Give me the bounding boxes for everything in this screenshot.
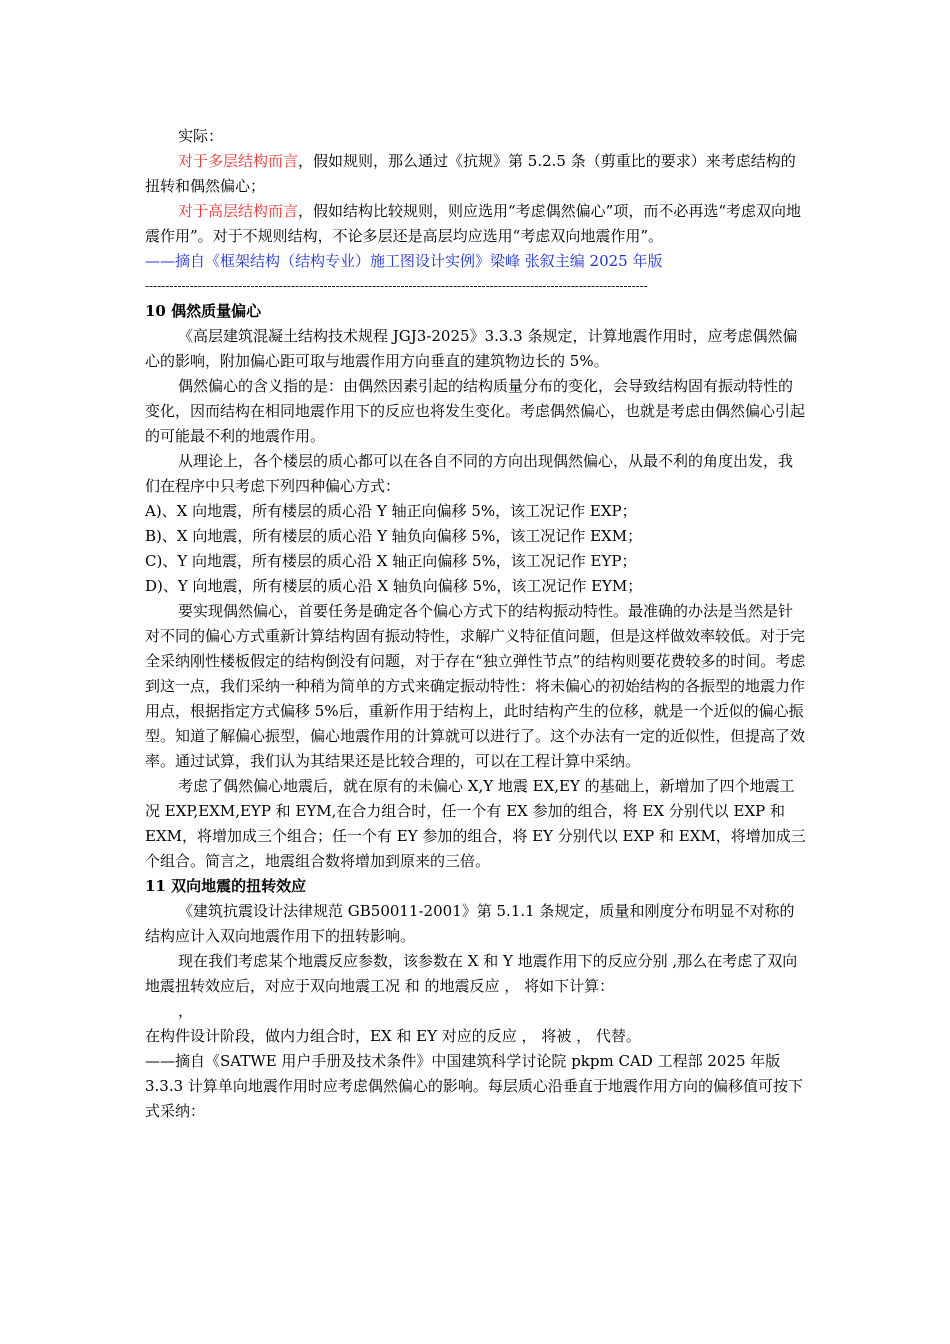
- section-11-heading: 11 双向地震的扭转效应: [145, 877, 307, 895]
- intro-paragraph-highrise: [145, 199, 807, 249]
- source-citation-1: ——摘自《框架结构（结构专业）施工图设计实例》梁峰 张叙主编 2025 年版: [145, 252, 663, 270]
- highlight-highrise: 对于高层结构而言: [178, 202, 299, 220]
- section-10-p5: 考虑了偶然偏心地震后，就在原有的未偏心 X,Y 地震 EX,EY 的基础上，新增加了四个地震工况 EXP,EXM,EYP 和 EYM,在合力组合时，任一个有 EX 参加的组合，将 EX 分别代以 EXP 和 EXM，将增加成三个组合；任一个有 EY 参加的组合，将 EY 分别代以 EXP 和 EXM，将增加成三个组合。简言之，地震组合数将增加到原来的三倍。: [145, 777, 806, 870]
- source-citation-2: ——摘自《SATWE 用户手册及技术条件》中国建筑科学讨论院 pkpm CAD 工程部 2025 年版: [145, 1052, 781, 1070]
- intro-p2-text: ，假如结构比较规则，则应选用“考虑偶然偏心”项，而不必再选“考虑双向地震作用”。对于不规则结构，不论多层还是高层均应选用“考虑双向地震作用”。: [145, 202, 802, 245]
- list-item: D)、Y 向地震，所有楼层的质心沿 X 轴负向偏移 5%，该工况记作 EYM；: [145, 577, 643, 595]
- list-item: A)、X 向地震，所有楼层的质心沿 Y 轴正向偏移 5%，该工况记作 EXP；: [145, 502, 637, 520]
- section-10-p1: 《高层建筑混凝土结构技术规程 JGJ3-2025》3.3.3 条规定，计算地震作用时，应考虑偶然偏心的影响，附加偏心距可取与地震作用方向垂直的建筑物边长的 5%。: [145, 327, 798, 370]
- section-10-p4: 要实现偶然偏心，首要任务是确定各个偏心方式下的结构振动特性。最准确的办法是当然是针对不同的偏心方式重新计算结构固有振动特性，求解广义特征值问题，但是这样做效率较低。对于完全采纳刚性楼板假定的结构倒没有问题，对于存在“独立弹性节点”的结构则要花费较多的时间。考虑到这一点，我们采纳一种稍为简单的方式来确定振动特性：将未偏心的初始结构的各振型的地震力作用点，根据指定方式偏移 5%后，重新作用于结构上，此时结构产生的位移，就是一个近似的偏心振型。知道了解偏心振型，偏心地震作用的计算就可以进行了。这个办法有一定的近似性，但提高了效率。通过试算，我们认为其结果还是比较合理的，可以在工程计算中采纳。: [145, 602, 806, 770]
- intro-paragraph-multistory: [145, 149, 807, 199]
- section-11-p3: 在构件设计阶段，做内力组合时，EX 和 EY 对应的反应 ， 将被 ， 代替。: [145, 1027, 641, 1045]
- document-body: [145, 124, 807, 1124]
- highlight-multistory: 对于多层结构而言: [178, 152, 299, 170]
- section-11-p1: 《建筑抗震设计法律规范 GB50011-2001》第 5.1.1 条规定，质量和刚度分布明显不对称的结构应计入双向地震作用下的扭转影响。: [145, 902, 795, 945]
- dashed-divider: ----------------------------------------------------------------------------------------------------------------------------: [145, 279, 648, 293]
- section-11-p4: 3.3.3 计算单向地震作用时应考虑偶然偏心的影响。每层质心沿垂直于地震作用方向的偏移值可按下式采纳：: [145, 1077, 803, 1120]
- section-10-p3: 从理论上，各个楼层的质心都可以在各自不同的方向出现偶然偏心，从最不利的角度出发，我们在程序中只考虑下列四种偏心方式：: [145, 452, 794, 495]
- section-11-p2: 现在我们考虑某个地震反应参数，该参数在 X 和 Y 地震作用下的反应分别 ,那么在考虑了双向地震扭转效应后，对应于双向地震工况 和 的地震反应 ， 将如下计算：: [145, 952, 798, 995]
- list-item: C)、Y 向地震，所有楼层的质心沿 X 轴正向偏移 5%，该工况记作 EYP；: [145, 552, 637, 570]
- section-10-p2: 偶然偏心的含义指的是：由偶然因素引起的结构质量分布的变化，会导致结构固有振动特性的变化，因而结构在相同地震作用下的反应也将发生变化。考虑偶然偏心，也就是考虑由偶然偏心引起的可能最不利的地震作用。: [145, 377, 806, 445]
- intro-label: 实际：: [178, 127, 224, 145]
- list-item: B)、X 向地震，所有楼层的质心沿 Y 轴负向偏移 5%，该工况记作 EXM；: [145, 527, 643, 545]
- intro-p1-text: ，假如规则，那么通过《抗规》第 5.2.5 条（剪重比的要求）来考虑结构的扭转和偶然偏心；: [145, 152, 796, 195]
- formula-comma: ，: [178, 1002, 194, 1020]
- section-10-heading: 10 偶然质量偏心: [145, 302, 262, 320]
